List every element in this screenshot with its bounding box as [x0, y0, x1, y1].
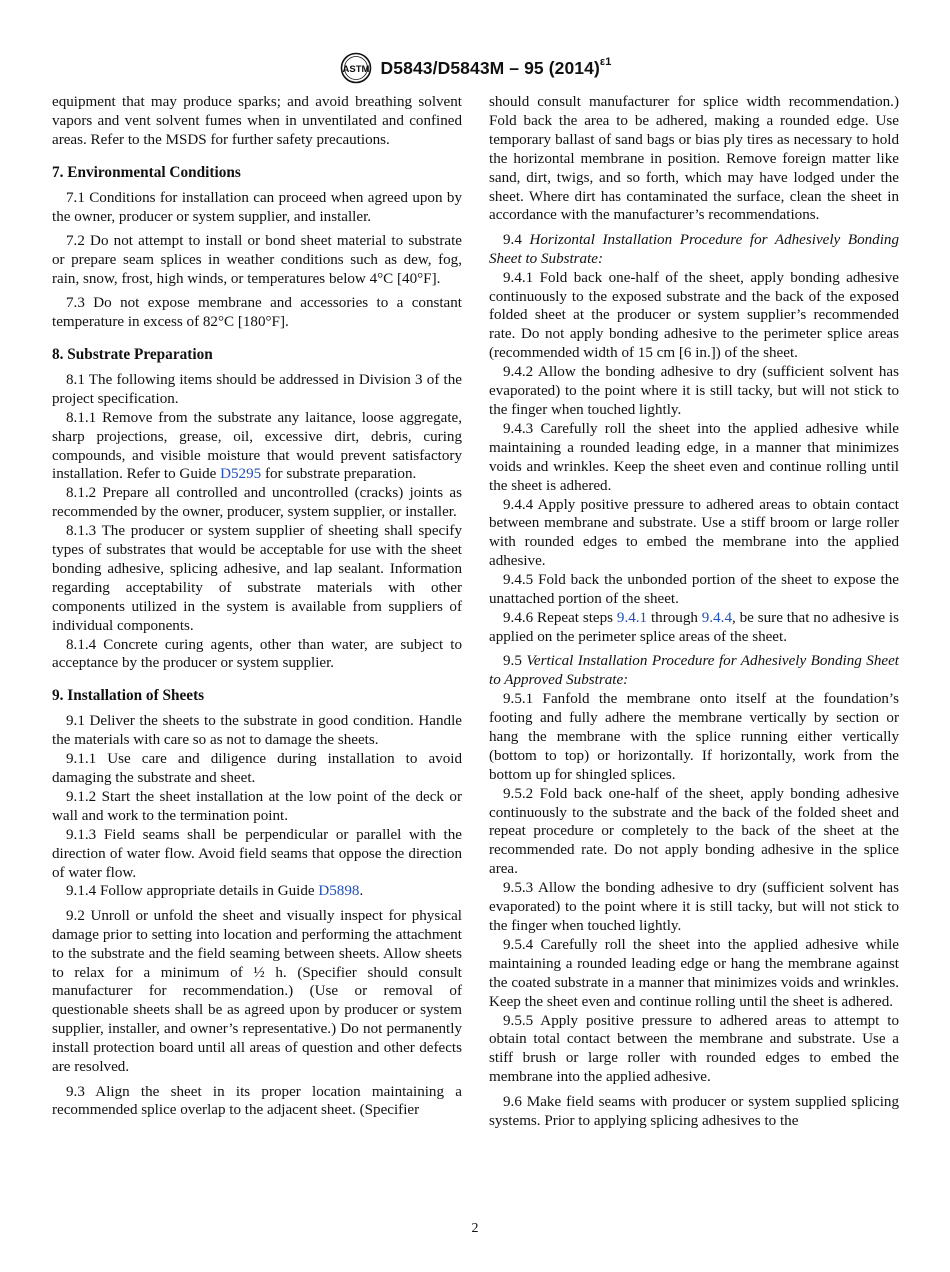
paragraph-9-4-5: 9.4.5 Fold back the unbonded portion of the sheet to expose the unattached portion of the sheet.: [489, 572, 899, 608]
paragraph-9-2: 9.2 Unroll or unfold the sheet and visually inspect for physical damage prior to setting into location and performing the attachment to the substrate and the field seaming between sheets. Allow sheets to relax for a minimum of ½ h. (Specifier should consult manufacturer for recommendation.) (Use or removal of questionable sheets shall be as agreed upon by producer or system supplier, installer, and owner’s representative.) Do not permanently install protection board until all areas of question and other defects are resolved.: [52, 907, 462, 1076]
paragraph-9-4-1: 9.4.1 Fold back one-half of the sheet, apply bonding adhesive continuously to the exposed substrate and the back of the exposed folded sheet at the producer or system supplier’s recommended rate. Do not apply bonding adhesive to the perimeter splice areas (recommended width of 15 cm [6 in.]) of the sheet.: [489, 269, 899, 362]
paragraph-8-1-3: 8.1.3 The producer or system supplier of sheeting shall specify types of substrates that would be acceptable for use with the sheet bonding adhesive, splicing adhesive, and lap sealant. Information regarding acceptability of substrate materials with other components utilized in the system is available from suppliers of individual components.: [52, 523, 462, 634]
paragraph-9-5-2: 9.5.2 Fold back one-half of the sheet, apply bonding adhesive continuously to the substrate and the back of the folded sheet and repeat procedure or completely to the back of the sheet at the recommended rate. Do not apply bonding adhesive in the splice area.: [489, 785, 899, 878]
paragraph-9-1-1: 9.1.1 Use care and diligence during installation to avoid damaging the substrate and sheet.: [52, 751, 462, 786]
paragraph-8-1-4: 8.1.4 Concrete curing agents, other than water, are subject to acceptance by the producer or system supplier.: [52, 636, 462, 672]
section-8-heading: 8. Substrate Preparation: [52, 345, 213, 363]
left-column: [52, 93, 462, 1120]
paragraph-8-1-1: 8.1.1 Remove from the substrate any laitance, loose aggregate, sharp projections, grease, oil, excessive dirt, debris, curing compounds, and visible moisture that would prevent satisfactory installation. Refer to Guide D5295 for substrate preparation.: [52, 409, 462, 483]
paragraph-9-5-5: 9.5.5 Apply positive pressure to adhered areas to attempt to obtain total contact between the membrane and substrate. Use a stiff brush or large roller with rounded edges to embed the membrane into the applied adhesive.: [489, 1012, 899, 1086]
link-d5295[interactable]: D5295: [220, 466, 262, 483]
paragraph-9-1: 9.1 Deliver the sheets to the substrate in good condition. Handle the materials with care so as not to damage the sheets.: [52, 713, 462, 749]
link-9-4-4[interactable]: 9.4.4: [701, 609, 732, 626]
paragraph-9-5-1: 9.5.1 Fanfold the membrane onto itself at the foundation’s footing and fully adhere the membrane vertically by section or hang the membrane with the splice running either vertically (bottom to top) or horizontally. If horizontally, work from the bottom up for shingled splices.: [489, 691, 899, 783]
paragraph-9-1-3: 9.1.3 Field seams shall be perpendicular or parallel with the direction of water flow. Avoid field seams that oppose the direction of water flow.: [52, 826, 462, 881]
paragraph-9-1-2: 9.1.2 Start the sheet installation at the low point of the deck or wall and work to the termination point.: [52, 788, 462, 824]
paragraph-9-3: 9.3 Align the sheet in its proper location maintaining a recommended splice overlap to the adjacent sheet. (Specifier: [52, 1083, 462, 1119]
astm-logo-icon: [339, 52, 373, 84]
paragraph-9-4-2: 9.4.2 Allow the bonding adhesive to dry (sufficient solvent has evaporated) to the point where it is still tacky, but will not stick to the finger when touched lightly.: [489, 364, 899, 418]
paragraph-9-5-3: 9.5.3 Allow the bonding adhesive to dry (sufficient solvent has evaporated) to the point where it is still tacky, but will not stick to the finger when touched lightly.: [489, 880, 899, 934]
paragraph-9-4-4: 9.4.4 Apply positive pressure to adhered areas to obtain contact between membrane and substrate. Use a stiff broom or large roller with rounded edges to embed the membrane into the applied adhesive.: [489, 496, 899, 570]
subsection-9-5-title: Vertical Installation Procedure for Adhesively Bonding Sheet to Approved Substrate:: [489, 653, 899, 689]
paragraph-9-4: 9.4 Horizontal Installation Procedure for Adhesively Bonding Sheet to Substrate:: [489, 231, 899, 267]
link-9-4-1[interactable]: 9.4.1: [616, 609, 648, 626]
paragraph-7-1: 7.1 Conditions for installation can proceed when agreed upon by the owner, producer or system supplier, and installer.: [52, 189, 462, 225]
paragraph-9-3-continued: should consult manufacturer for splice width recommendation.) Fold back the area to be adhered, making a rounded edge. Use temporary ballast of sand bags or bias ply tires as necessary to hold the horizontal membrane in position. Remove foreign matter like sand, dirt, twigs, and so forth, which may have lodged under the sheet. Where dirt has contaminated the surface, clean the sheet in accordance with the manufacturer’s recommendations.: [489, 94, 899, 224]
page-number: 2: [471, 1221, 479, 1236]
paragraph-8-1-2: 8.1.2 Prepare all controlled and uncontrolled (cracks) joints as recommended by the owner, producer, system supplier, or installer.: [52, 485, 462, 521]
section-7-heading: 7. Environmental Conditions: [52, 163, 241, 181]
right-column: [489, 93, 899, 1130]
paragraph-7-2: 7.2 Do not attempt to install or bond sheet material to substrate or prepare seam splices in weather conditions such as dew, fog, rain, snow, frost, high winds, or temperatures below 4°C [40°F].: [52, 232, 462, 287]
link-d5898[interactable]: D5898: [318, 883, 360, 900]
paragraph-9-4-3: 9.4.3 Carefully roll the sheet into the applied adhesive while maintaining a rounded leading edge, in a manner that minimizes voids and wrinkles. Keep the sheet even and continue rolling until the sheet is adhered.: [489, 420, 899, 494]
paragraph-9-4-6: 9.4.6 Repeat steps 9.4.1 through 9.4.4, be sure that no adhesive is applied on the perimeter splice areas of the sheet.: [489, 609, 899, 645]
paragraph-9-5-4: 9.5.4 Carefully roll the sheet into the applied adhesive while maintaining a rounded leading edge or hang the membrane against the coated substrate in a manner that minimizes voids and wrinkles. Keep the sheet even and continue rolling until the sheet is adhered.: [489, 936, 899, 1010]
paragraph-9-6: 9.6 Make field seams with producer or system supplied splicing systems. Prior to applying splicing adhesives to the: [489, 1093, 899, 1129]
paragraph-9-1-4: 9.1.4 Follow appropriate details in Guide D5898.: [66, 883, 364, 900]
subsection-9-4-title: Horizontal Installation Procedure for Adhesively Bonding Sheet to Substrate:: [489, 231, 899, 267]
paragraph-7-3: 7.3 Do not expose membrane and accessories to a constant temperature in excess of 82°C [180°F].: [52, 295, 462, 331]
document-designation: D5843/D5843M – 95 $(2014)^{\varepsilon 1}$: [380, 55, 612, 78]
epsilon-superscript: ε1: [599, 55, 612, 68]
paragraph-8-1: 8.1 The following items should be addressed in Division 3 of the project specification.: [52, 371, 462, 407]
section-9-heading: 9. Installation of Sheets: [52, 687, 205, 705]
paragraph-continued: equipment that may produce sparks; and avoid breathing solvent vapors and vent solvent fumes when in unventilated and confined areas. Refer to the MSDS for further safety precautions.: [52, 94, 462, 148]
paragraph-9-5: 9.5 Vertical Installation Procedure for Adhesively Bonding Sheet to Approved Substrate:: [489, 653, 899, 689]
svg-text:ASTM: ASTM: [342, 64, 370, 75]
page-header: [0, 52, 950, 84]
